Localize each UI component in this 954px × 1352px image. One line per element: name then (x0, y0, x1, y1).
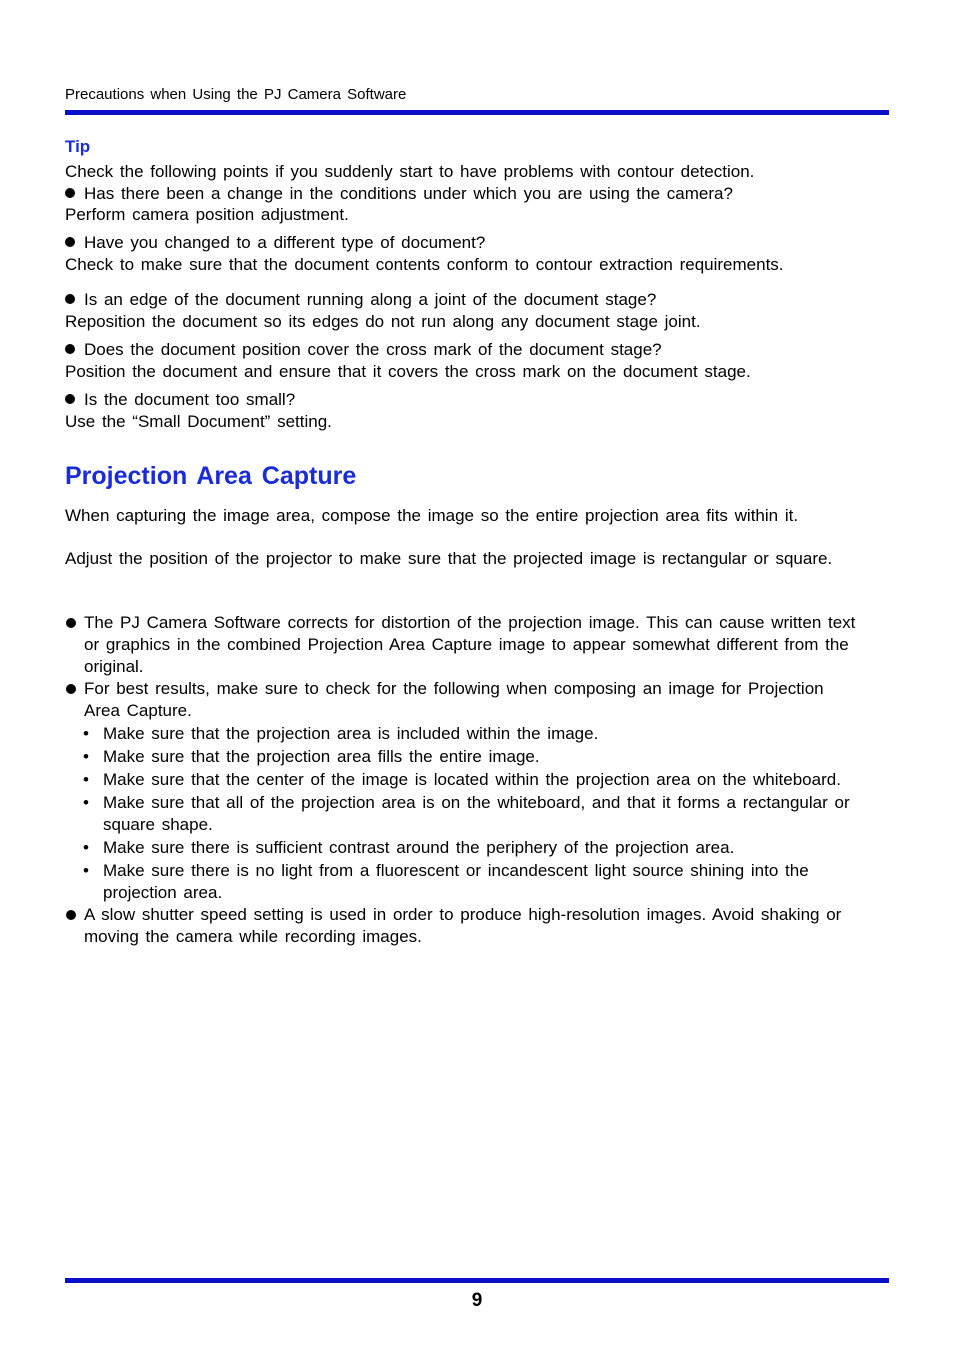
tip-question: Has there been a change in the conditions under which you are using the camera? (65, 183, 733, 205)
tip-answer: Reposition the document so its edges do not run along any document stage joint. (65, 312, 701, 331)
bullet-item (65, 678, 860, 722)
bullet-item (65, 612, 860, 678)
page-number: 9 (471, 1290, 483, 1311)
sub-list-item: • Make sure that the center of the image is located within the projection area on the whiteboard. (83, 770, 841, 789)
bullet-item (65, 904, 860, 948)
section-paragraph: Adjust the position of the projector to make sure that the projected image is rectangular or square. (65, 549, 833, 568)
bullet-dot (65, 294, 75, 304)
tip-question: Is the document too small? (65, 389, 295, 411)
sub-list-item: • Make sure there is no light from a fluorescent or incandescent light source shining into the projection area. (83, 861, 809, 902)
bullet-dot (66, 618, 76, 628)
footer-rule (65, 1278, 889, 1283)
tip-answer: Perform camera position adjustment. (65, 205, 349, 224)
bullet-text: A slow shutter speed setting is used in order to produce high-resolution images. Avoid shaking or moving the camera while recording images. (84, 905, 842, 946)
tip-question: Is an edge of the document running along a joint of the document stage? (65, 289, 656, 311)
tip-intro: Check the following points if you suddenly start to have problems with contour detection. (65, 162, 755, 181)
bullet-text: For best results, make sure to check for the following when composing an image for Projection Area Capture. (84, 679, 824, 720)
tip-answer: Use the “Small Document” setting. (65, 412, 332, 431)
bullet-dot (66, 684, 76, 694)
sub-list (65, 723, 860, 904)
bullet-list (65, 612, 860, 948)
running-header: Precautions when Using the PJ Camera Software (65, 86, 407, 103)
sub-list-item: • Make sure that the projection area is included within the image. (83, 724, 599, 743)
sub-list-item: • Make sure there is sufficient contrast around the periphery of the projection area. (83, 838, 735, 857)
bullet-text: The PJ Camera Software corrects for distortion of the projection image. This can cause written text or graphics in the combined Projection Area Capture image to appear somewhat different from the original. (84, 613, 856, 676)
section-paragraph: When capturing the image area, compose the image so the entire projection area fits within it. (65, 506, 799, 525)
bullet-dot (66, 910, 76, 920)
header-rule (65, 110, 889, 115)
bullet-dot (65, 237, 75, 247)
bullet-dot (65, 344, 75, 354)
tip-label: Tip (65, 137, 91, 156)
section-heading: Projection Area Capture (65, 462, 357, 490)
tip-question: Have you changed to a different type of document? (65, 232, 485, 254)
sub-list-item: • Make sure that the projection area fills the entire image. (83, 747, 540, 766)
tip-question: Does the document position cover the cross mark of the document stage? (65, 339, 662, 361)
bullet-dot (65, 188, 75, 198)
sub-list-item: • Make sure that all of the projection area is on the whiteboard, and that it forms a rectangular or square shape. (83, 793, 850, 834)
tip-answer: Position the document and ensure that it covers the cross mark on the document stage. (65, 362, 751, 381)
tip-answer: Check to make sure that the document contents conform to contour extraction requirements. (65, 255, 784, 274)
bullet-dot (65, 394, 75, 404)
